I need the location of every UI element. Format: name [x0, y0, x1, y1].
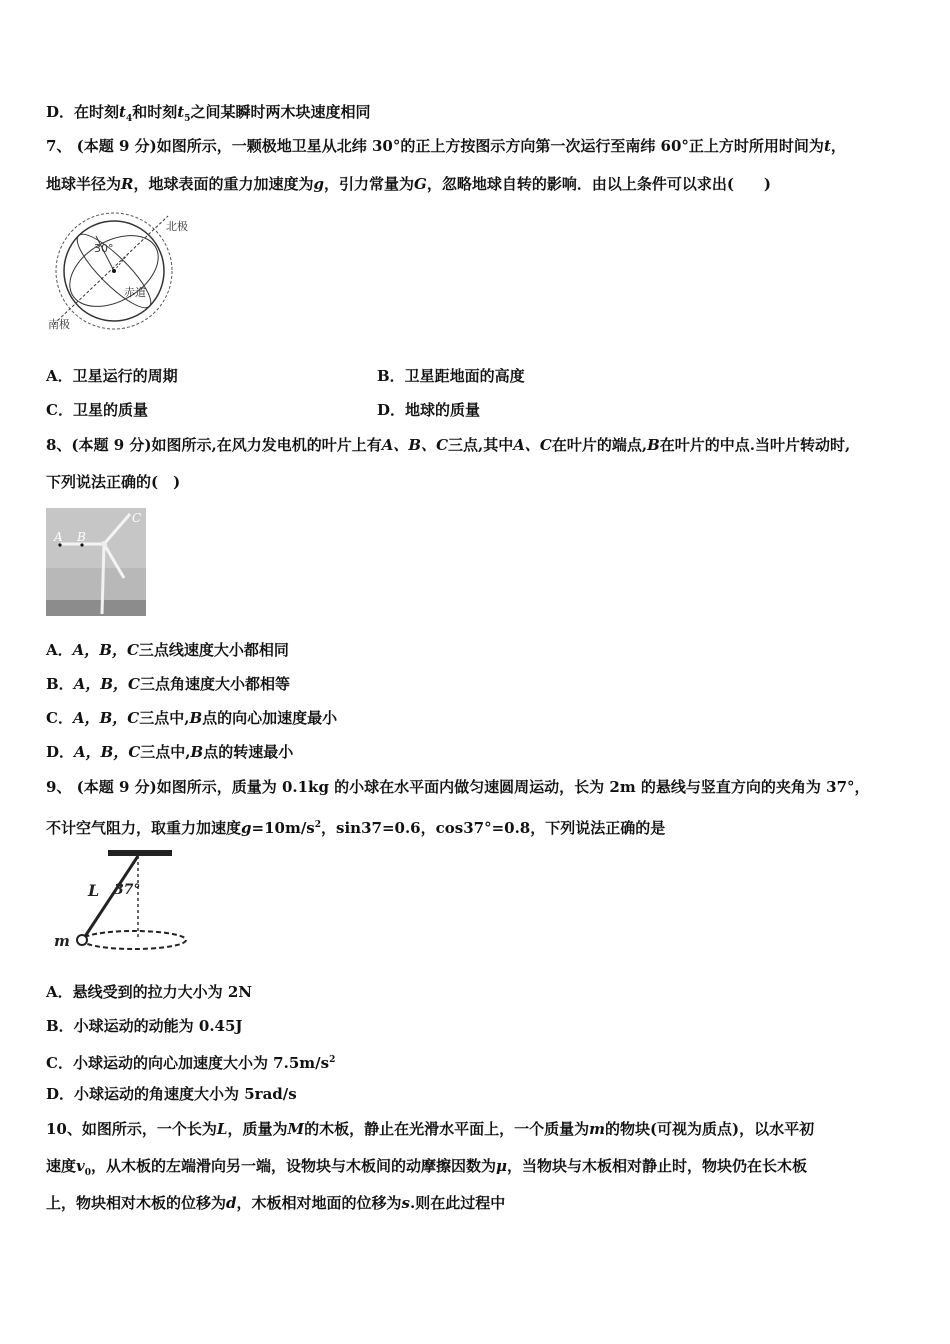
q7-stem-line-2: 地球半径为R，地球表面的重力加速度为g，引力常量为G，忽略地球自转的影响．由以上条件可以求出( ) — [46, 175, 772, 193]
q8-option-d: D．A，B，C三点中,B点的转速最小 — [46, 743, 294, 761]
mass-label: m — [54, 932, 70, 950]
wind-turbine-photo — [46, 508, 146, 616]
q7-option-a: A．卫星运行的周期 — [46, 367, 178, 385]
q10-stem-line-2: 速度$v_0$，从木板的左端滑向另一端，设物块与木板间的动摩擦因数为μ，当物块与木板相对静止时，物块仍在长木板 — [46, 1157, 808, 1178]
q6-option-d: D．在时刻$t_4$和时刻$t_5$之间某瞬时两木块速度相同 — [46, 103, 371, 124]
q9-option-d: D．小球运动的角速度大小为 5rad/s — [46, 1085, 297, 1103]
q7-option-b: B．卫星距地面的高度 — [377, 367, 525, 385]
q8-option-c: C．A，B，C三点中,B点的向心加速度最小 — [46, 709, 338, 727]
q9-option-b: B．小球运动的动能为 0.45J — [46, 1017, 243, 1035]
south-pole-label: 南极 — [48, 318, 70, 331]
q7-option-c: C．卫星的质量 — [46, 401, 148, 419]
north-pole-label: 北极 — [166, 220, 188, 233]
string-length-label: L — [88, 881, 100, 900]
point-c-label: C — [132, 511, 142, 525]
q9-stem-line-2: 不计空气阻力，取重力加速度$g=10m/s^2$，sin37=0.6，cos37°=0.8，下列说法正确的是 — [46, 819, 666, 837]
q8-option-b: B．A，B，C三点角速度大小都相等 — [46, 675, 290, 693]
angle-37-label: 37° — [114, 882, 141, 898]
q7-option-d: D．地球的质量 — [377, 401, 481, 419]
q9-option-a: A．悬线受到的拉力大小为 2N — [46, 983, 253, 1001]
q7-stem-line-1: 7、 (本题 9 分)如图所示，一颗极地卫星从北纬 30°的正上方按图示方向第一次运行至南纬 60°正上方时所用时间为t， — [46, 137, 846, 155]
q9-stem-line-1: 9、 (本题 9 分)如图所示，质量为 0.1kg 的小球在水平面内做匀速圆周运动，长为 2m 的悬线与竖直方向的夹角为 37°， — [46, 778, 870, 796]
angle-label: 30° — [94, 242, 114, 255]
q8-stem-line-1: 8、(本题 9 分)如图所示,在风力发电机的叶片上有A、B、C三点,其中A、C在叶片的端点,B在叶片的中点.当叶片转动时, — [46, 436, 851, 454]
q10-stem-line-3: 上，物块相对木板的位移为d，木板相对地面的位移为s.则在此过程中 — [46, 1194, 506, 1212]
conical-pendulum-figure — [52, 848, 192, 960]
equator-label: 赤道 — [124, 286, 146, 299]
point-a-label: A — [54, 530, 63, 544]
point-b-label: B — [77, 530, 86, 544]
q9-option-c: C．小球运动的向心加速度大小为 $7.5m/s^2$ — [46, 1054, 336, 1072]
polar-satellite-figure — [46, 212, 196, 334]
q8-stem-line-2: 下列说法正确的( ) — [46, 473, 181, 491]
q8-option-a: A．A，B，C三点线速度大小都相同 — [46, 641, 289, 659]
q10-stem-line-1: 10、如图所示，一个长为L，质量为M的木板，静止在光滑水平面上，一个质量为m的物块(可视为质点)，以水平初 — [46, 1120, 815, 1138]
